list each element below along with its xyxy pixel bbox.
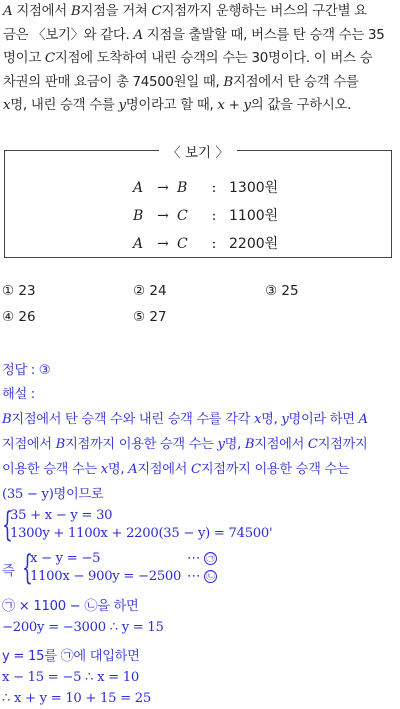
text: 명이고 xyxy=(3,51,45,66)
var-a: A xyxy=(358,412,368,427)
step-1: ㉠ × 1100 − ㉡을 하면 xyxy=(2,599,139,614)
route-to: B xyxy=(177,180,188,196)
text: 금은 〈보기〉와 같다. xyxy=(3,27,134,43)
text: 명, xyxy=(261,412,282,427)
left-brace-icon: { xyxy=(22,548,33,588)
eq-marker-2 xyxy=(187,569,217,584)
var-b: B xyxy=(55,437,66,452)
system1-eq1: 35 + x − y = 30 xyxy=(10,508,113,523)
text: 지점에서 탄 승객 수와 내린 승객 수를 각각 xyxy=(11,412,255,427)
text: 명이라고 할 때, xyxy=(125,98,218,113)
expr-x-plus-y: x + y xyxy=(217,98,251,113)
var-b: B xyxy=(70,4,81,19)
text: 지점까지 xyxy=(317,437,368,452)
var-x: x xyxy=(100,462,108,477)
problem-line-4 xyxy=(3,71,399,95)
circled-giyeok-icon: ㉠ xyxy=(204,552,217,565)
system2-eq2: 1100x − 900y = −2500 xyxy=(30,569,182,584)
var-x: x xyxy=(3,98,11,113)
text: 지점에서 xyxy=(137,462,192,477)
system2-eq1: x − y = −5 xyxy=(30,551,101,566)
choice-4[interactable]: ④ 26 xyxy=(2,309,36,325)
tail-mark: ' xyxy=(268,526,273,541)
var-a: A xyxy=(128,462,138,477)
arrow-icon: → xyxy=(157,180,169,196)
text: 지점을 거쳐 xyxy=(80,4,152,19)
text: 차권의 판매 요금이 총 74500원일 때, xyxy=(3,74,224,90)
route-row xyxy=(133,205,278,225)
route-row xyxy=(133,177,278,197)
text: 지점에서 탄 승객 수를 xyxy=(232,74,359,90)
text: 지점까지 이용한 승객 수는 xyxy=(200,462,350,477)
text: 지점까지 운행하는 버스의 구간별 요 xyxy=(161,4,367,19)
step-2: −200y = −3000 ∴ y = 15 xyxy=(2,620,164,635)
step-3: y = 15를 ㉠에 대입하면 xyxy=(2,649,140,664)
route-to: C xyxy=(177,208,188,224)
solution-line-1 xyxy=(2,408,368,427)
var-c: C xyxy=(151,4,162,19)
text: 이용한 승객 수는 xyxy=(2,462,101,477)
equation: 1300y + 1100x + 2200(35 − y) = 74500 xyxy=(10,526,269,541)
problem-line-2 xyxy=(3,24,399,48)
solution-heading: 해설 : xyxy=(2,387,35,402)
text: 명, xyxy=(224,437,245,452)
expression: (35 − y)명이므로 xyxy=(2,487,104,502)
colon: : xyxy=(211,208,217,224)
route-price: 2200원 xyxy=(229,236,279,252)
solution-line-3 xyxy=(2,458,349,477)
arrow-icon: → xyxy=(157,236,169,252)
arrow-icon: → xyxy=(157,208,169,224)
problem-line-3 xyxy=(3,47,399,71)
colon: : xyxy=(211,236,217,252)
ellipsis: ⋯ xyxy=(187,551,200,566)
solution-line-2 xyxy=(2,433,367,452)
text: 지점에서 xyxy=(12,4,71,19)
var-b: B xyxy=(2,412,12,427)
choice-5[interactable]: ⑤ 27 xyxy=(133,309,167,325)
var-a: A xyxy=(3,4,13,19)
route-price: 1300원 xyxy=(229,180,279,196)
choice-1[interactable]: ① 23 xyxy=(2,283,36,299)
text: 지점까지 이용한 승객 수는 xyxy=(65,437,218,452)
route-from: B xyxy=(133,208,144,224)
var-b: B xyxy=(244,437,255,452)
text: 지점을 출발할 때, 버스를 탄 승객 수는 35 xyxy=(142,27,385,43)
answer-line: 정답 : ③ xyxy=(2,363,51,378)
left-brace-icon: { xyxy=(2,505,13,545)
solution-line-4 xyxy=(2,483,103,502)
info-box xyxy=(4,145,392,258)
ellipsis: ⋯ xyxy=(187,569,200,584)
var-c: C xyxy=(44,51,55,66)
jeuk-label: 즉 xyxy=(2,564,15,579)
problem-statement xyxy=(3,0,399,118)
text: 명, 내린 승객 수를 xyxy=(10,98,119,113)
var-c: C xyxy=(307,437,318,452)
route-from: A xyxy=(133,180,144,196)
var-y: y xyxy=(217,437,225,452)
choice-2[interactable]: ② 24 xyxy=(133,283,167,299)
step-5: ∴ x + y = 10 + 15 = 25 xyxy=(2,691,151,706)
route-from: A xyxy=(133,236,144,252)
route-to: C xyxy=(177,236,188,252)
var-b: B xyxy=(223,74,233,90)
text: 명, xyxy=(107,462,129,477)
text: 명이라 하면 xyxy=(288,412,359,427)
var-x: x xyxy=(254,412,262,427)
var-a: A xyxy=(133,27,143,43)
choice-3[interactable]: ③ 25 xyxy=(265,283,299,299)
text: 지점에 도착하여 내린 승객의 수는 30명이다. 이 버스 승 xyxy=(54,51,373,66)
text: 지점에서 xyxy=(2,437,56,452)
var-y: y xyxy=(118,98,126,113)
var-c: C xyxy=(191,462,201,477)
circled-nieun-icon: ㉡ xyxy=(204,570,217,583)
eq-marker-1 xyxy=(187,551,217,566)
route-price: 1100원 xyxy=(229,208,279,224)
problem-line-5 xyxy=(3,94,399,118)
text: 의 값을 구하시오. xyxy=(250,98,352,113)
text: 지점에서 xyxy=(254,437,308,452)
var-y: y xyxy=(281,412,289,427)
colon: : xyxy=(211,180,217,196)
route-row xyxy=(133,233,278,253)
box-title: 〈 보기 〉 xyxy=(159,145,237,161)
problem-line-1 xyxy=(3,0,399,24)
system1-eq2 xyxy=(10,526,272,541)
step-4: x − 15 = −5 ∴ x = 10 xyxy=(2,670,139,685)
